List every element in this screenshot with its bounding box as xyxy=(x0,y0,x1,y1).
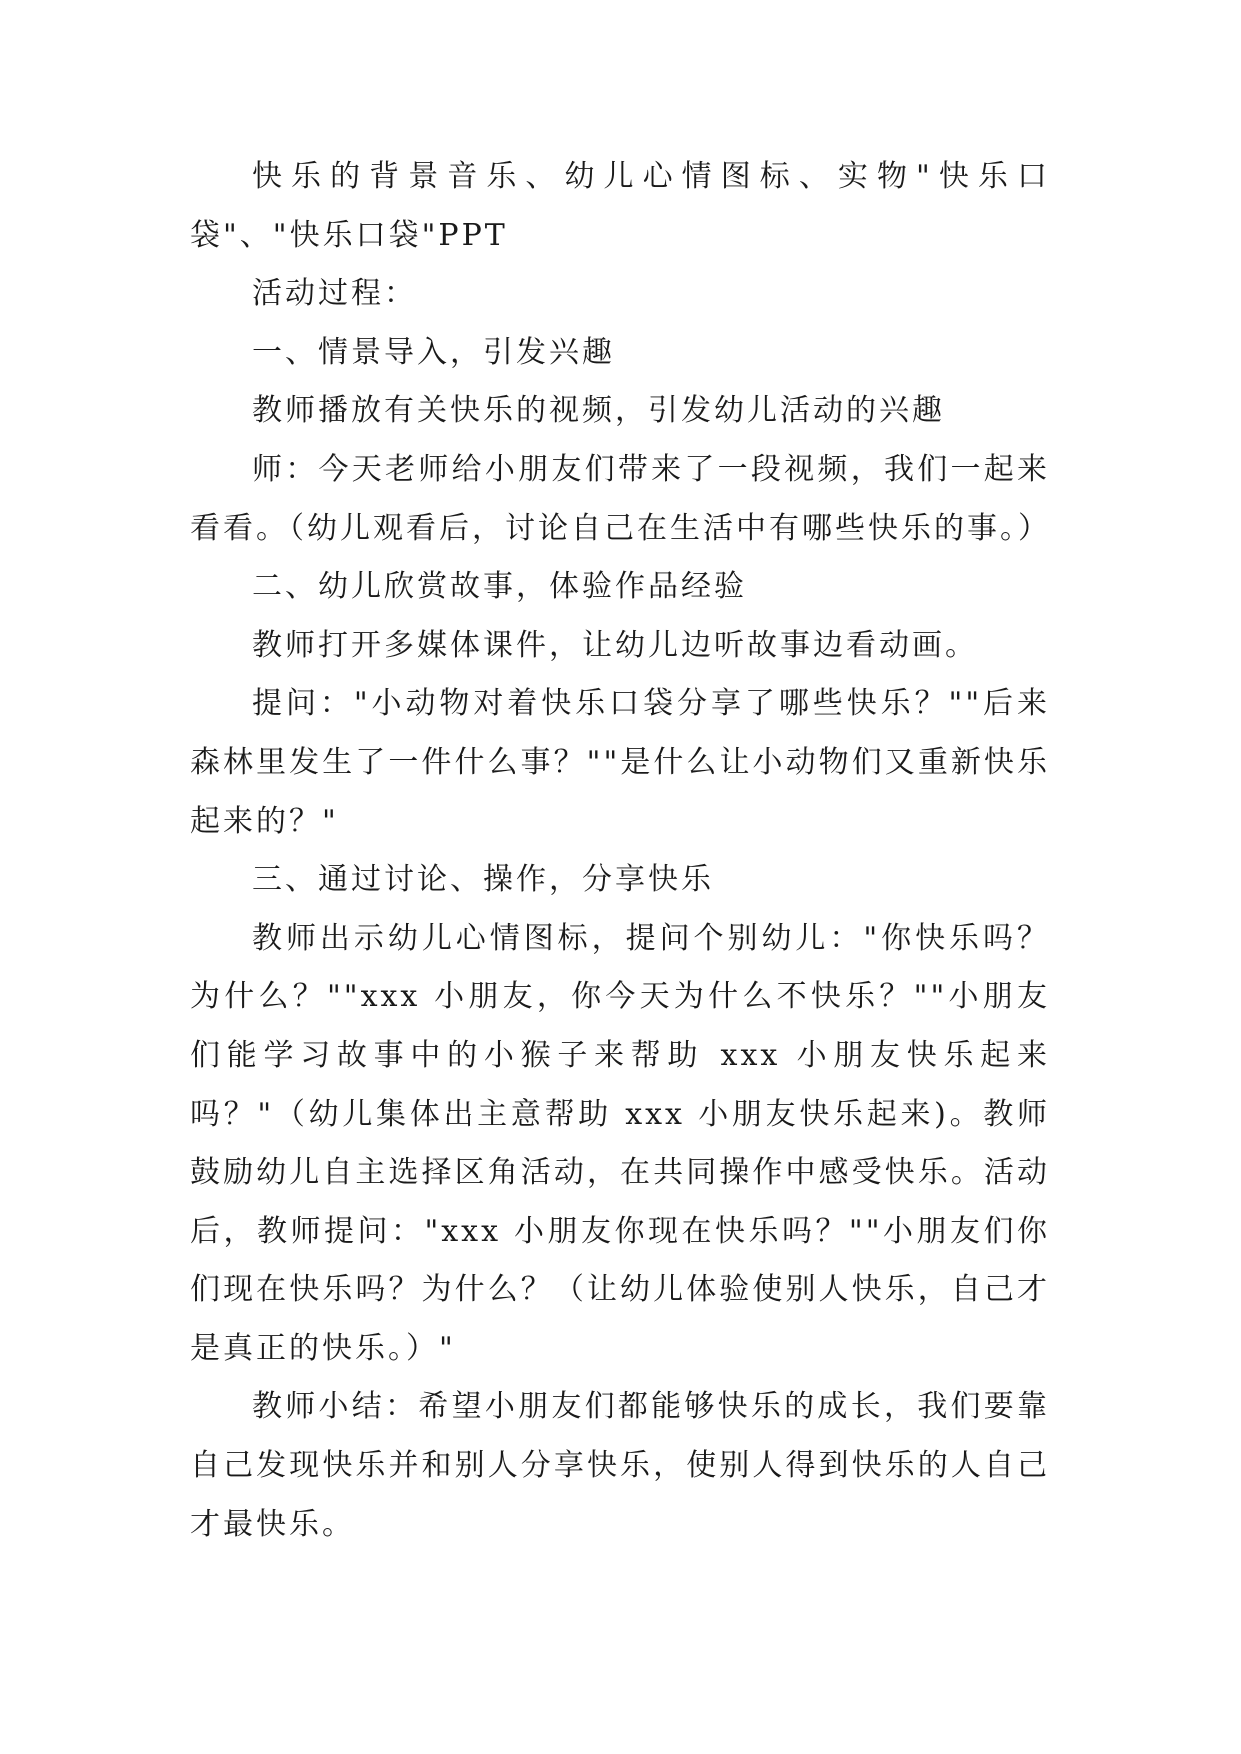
paragraph-section-2-heading: 二、幼儿欣赏故事，体验作品经验 xyxy=(252,569,747,605)
paragraph-section-3-body: 教师出示幼儿心情图标，提问个别幼儿："你快乐吗？为什么？""xxx 小朋友，你今天为什么不快乐？""小朋友们能学习故事中的小猴子来帮助 xxx 小朋友快乐起来吗？"（幼儿集体出主意帮助 xxx 小朋友快乐起来)。教师鼓励幼儿自主选择区角活动，在共同操作中感受快乐。活动后，教师提问："xxx 小朋友你现在快乐吗？""小朋友们你们现在快乐吗？为什么？（让幼儿体验使别人快乐，自己才是真正的快乐。）" xyxy=(190,920,1050,1366)
paragraph-summary: 教师小结：希望小朋友们都能够快乐的成长，我们要靠自己发现快乐并和别人分享快乐，使别人得到快乐的人自己才最快乐。 xyxy=(190,1389,1050,1542)
paragraph-section-1-heading: 一、情景导入，引发兴趣 xyxy=(252,334,615,370)
paragraph-materials: 快乐的背景音乐、幼儿心情图标、实物"快乐口袋"、"快乐口袋"PPT xyxy=(190,159,1050,253)
document-page xyxy=(190,148,1050,1554)
paragraph-teacher-dialogue: 师：今天老师给小朋友们带来了一段视频，我们一起来看看。（幼儿观看后，讨论自己在生活中有哪些快乐的事。） xyxy=(190,451,1051,546)
paragraph-questions: 提问："小动物对着快乐口袋分享了哪些快乐？""后来森林里发生了一件什么事？""是什么让小动物们又重新快乐起来的？" xyxy=(190,686,1050,839)
paragraph-section-3-heading: 三、通过讨论、操作，分享快乐 xyxy=(252,862,714,898)
paragraph-section-1-body: 教师播放有关快乐的视频，引发幼儿活动的兴趣 xyxy=(252,393,945,429)
paragraph-process-heading: 活动过程： xyxy=(252,276,417,312)
paragraph-section-2-body: 教师打开多媒体课件，让幼儿边听故事边看动画。 xyxy=(252,627,978,663)
